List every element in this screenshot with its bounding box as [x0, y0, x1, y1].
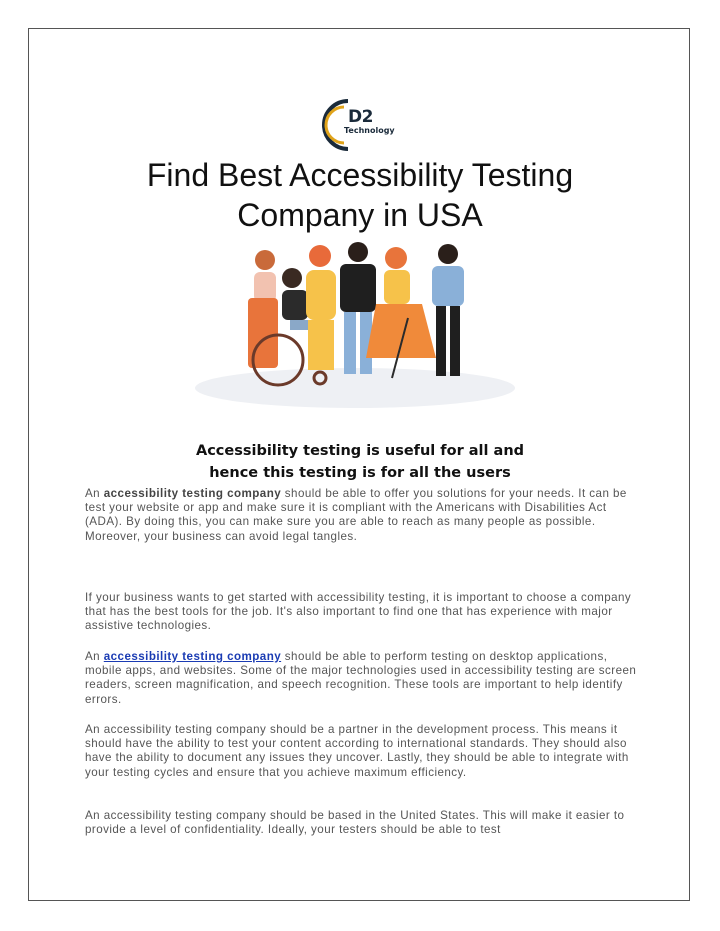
logo-sub-text: Technology — [344, 126, 395, 135]
paragraph-2: If your business wants to get started with accessibility testing, it is important to choose a company that has the best tools for the job. It's also important to find one that has experience with major assistive technologies. — [85, 591, 632, 633]
paragraph-3 — [85, 650, 645, 707]
caption-line-1: Accessibility testing is useful for all and — [195, 443, 525, 459]
p1-prefix: An — [85, 487, 104, 500]
logo-main-text: D2 — [348, 107, 373, 127]
paragraph-1 — [85, 487, 645, 544]
image-caption — [150, 440, 570, 484]
accessibility-testing-company-link[interactable]: accessibility testing company — [103, 650, 282, 663]
p3-prefix: An — [85, 650, 104, 663]
company-logo — [318, 95, 398, 155]
paragraph-5: An accessibility testing company should be based in the United States. This will make it easier to provide a level of confidentiality. Ideally, your testers should be able to test — [85, 809, 625, 837]
page-title — [60, 155, 660, 235]
caption-line-2: hence this testing is for all the users — [209, 465, 511, 481]
people-illustration — [190, 238, 520, 418]
title-line-2: Company in USA — [237, 197, 483, 233]
p3-rest: should be able to perform testing on desktop applications, mobile apps, and websites. Some of the major technologies used in accessibility testing are screen readers, screen magnification, and speech recognition. These tools are important to help identify errors. — [85, 650, 637, 706]
p1-bold-term: accessibility testing company — [103, 487, 282, 500]
p1-rest: should be able to offer you solutions for your needs. It can be test your website or app and make sure it is compliant with the Americans with Disabilities Act (ADA). By doing this, you can make sure you are able to reach as many people as possible. Moreover, your business can avoid legal tangles. — [85, 487, 627, 543]
title-line-1: Find Best Accessibility Testing — [146, 157, 574, 193]
paragraph-4: An accessibility testing company should be a partner in the development process. This means it should have the ability to test your content according to international standards. They should also have the ability to document any issues they uncover. Lastly, they should be able to integrate with your testing cycles and ensure that you achieve maximum efficiency. — [85, 723, 629, 779]
